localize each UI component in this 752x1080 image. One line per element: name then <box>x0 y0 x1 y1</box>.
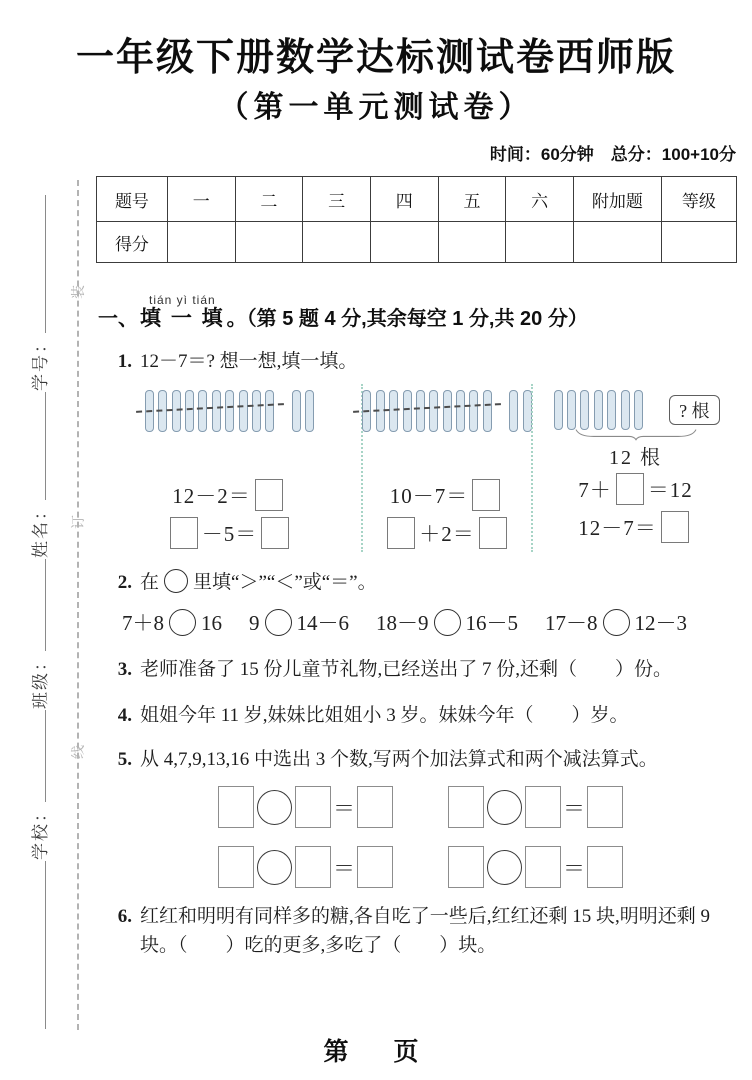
equation: 10－7＝ <box>363 476 531 514</box>
header-cell: 一 <box>167 177 235 222</box>
comparison-item: 18－9 16－5 <box>376 611 518 635</box>
question-number: 6. <box>117 906 132 927</box>
equation-template: ＝ <box>216 846 446 888</box>
name-fill-line <box>30 559 46 651</box>
score-table <box>96 176 737 263</box>
equation-template: ＝ <box>446 786 676 828</box>
under-brace <box>541 428 731 441</box>
empty-score-cell <box>661 222 736 263</box>
page-title: 一年级下册数学达标测试卷西师版 <box>75 37 676 79</box>
empty-score-cell <box>235 222 303 263</box>
question-2 <box>98 568 740 597</box>
header-cell: 五 <box>438 177 506 222</box>
sticks-row <box>363 384 531 476</box>
equation-template: ＝ <box>446 846 676 888</box>
comparison-item: 9 14－6 <box>249 611 349 635</box>
section-points: 。（第 5 题 4 分,其余每空 1 分,共 20 分） <box>226 308 588 330</box>
loose-sticks <box>290 390 317 432</box>
sticks-panel-1 <box>98 384 361 552</box>
loose-sticks <box>507 390 534 432</box>
header-cell: 三 <box>303 177 371 222</box>
sticks-row <box>98 384 361 476</box>
score-table-header-row <box>97 177 737 222</box>
question-4 <box>98 701 740 730</box>
binding-char: 装 <box>72 285 87 299</box>
pinyin-label: tián yì tián <box>148 293 216 307</box>
question-6 <box>98 902 740 960</box>
question-text: 红红和明明有同样多的糖,各自吃了一些后,红红还剩 15 块,明明还剩 9 块。（ ）吃的更多,多吃了（ ）块。 <box>140 906 711 956</box>
equation: ＋2＝ <box>363 514 531 552</box>
question-text: 姐姐今年 11 岁,妹妹比姐姐小 3 岁。妹妹今年（ ）岁。 <box>140 705 629 726</box>
sticks-panel-3 <box>531 384 738 552</box>
question-number: 3. <box>117 659 132 680</box>
student-id-fill-line <box>30 392 46 500</box>
header-cell: 题号 <box>97 177 168 222</box>
header-cell: 等级 <box>661 177 736 222</box>
stick-bundle-of-10 <box>143 390 277 432</box>
paper-body <box>98 294 740 960</box>
equation: 12－7＝ <box>533 508 738 546</box>
sticks-row <box>551 390 719 430</box>
empty-score-cell <box>370 222 438 263</box>
equation: 12－2＝ <box>98 476 361 514</box>
school-fill-line <box>30 861 46 1029</box>
class-fill-line <box>30 710 46 802</box>
question-text: 在 里填“＞”“＜”或“＝”。 <box>140 568 740 597</box>
sticks-panel-2 <box>361 384 531 552</box>
page-subtitle: （第一单元测试卷） <box>218 91 534 124</box>
question-text: 老师准备了 15 份儿童节礼物,已经送出了 7 份,还剩（ ）份。 <box>140 659 673 680</box>
stick-bundle-of-10 <box>360 390 494 432</box>
header-cell: 四 <box>370 177 438 222</box>
comparison-item: 17－8 12－3 <box>545 611 687 635</box>
q2-comparison-row <box>122 607 740 637</box>
student-info-sidebar <box>16 180 60 1030</box>
score-label-cell: 得分 <box>97 222 168 263</box>
binding-char: 线 <box>72 745 87 759</box>
q1-sticks-diagram <box>98 384 740 552</box>
binding-dashed-line <box>77 180 79 1030</box>
question-number: 5. <box>117 749 132 770</box>
question-text: 从 4,7,9,13,16 中选出 3 个数,写两个加法算式和两个减法算式。 <box>140 749 658 770</box>
equation: 7＋ ＝12 <box>533 470 738 508</box>
q5-equation-templates <box>216 786 740 888</box>
student-id-label: 学号： <box>30 334 50 391</box>
empty-score-cell <box>574 222 662 263</box>
school-label: 学校： <box>30 803 50 860</box>
name-label: 姓名： <box>30 501 50 558</box>
student-id-fill-line2 <box>30 195 46 333</box>
empty-score-cell <box>167 222 235 263</box>
question-number: 1. <box>117 351 132 372</box>
question-text: 12－7＝? 想一想,填一填。 <box>140 351 358 372</box>
header-cell: 附加题 <box>574 177 662 222</box>
comparison-item: 7＋8 16 <box>122 611 222 635</box>
question-5 <box>98 745 740 774</box>
time-score-info: 时间：60分钟 总分：100+10分 <box>489 145 736 164</box>
class-label: 班级： <box>30 652 50 709</box>
question-1 <box>98 347 740 376</box>
section-word: 填 一 填 <box>140 307 225 330</box>
section-number: 一、 <box>98 308 138 330</box>
header-cell: 二 <box>235 177 303 222</box>
equation-template: ＝ <box>216 786 446 828</box>
question-mark-tag: ? 根 <box>669 395 720 425</box>
binding-char: 订 <box>72 515 87 529</box>
seven-sticks <box>551 390 645 430</box>
section-one-heading <box>98 294 740 331</box>
question-number: 4. <box>117 705 132 726</box>
equation: －5＝ <box>98 514 361 552</box>
header-cell: 六 <box>506 177 574 222</box>
page-number-footer: 第 页 <box>323 1038 429 1066</box>
question-3 <box>98 655 740 684</box>
sticks-with-brace <box>533 384 738 470</box>
empty-score-cell <box>438 222 506 263</box>
empty-score-cell <box>506 222 574 263</box>
question-number: 2. <box>117 572 132 593</box>
empty-score-cell <box>303 222 371 263</box>
section-word-with-pinyin <box>140 294 225 331</box>
score-table-score-row <box>97 222 737 263</box>
brace-total-label: 12 根 <box>609 447 662 469</box>
